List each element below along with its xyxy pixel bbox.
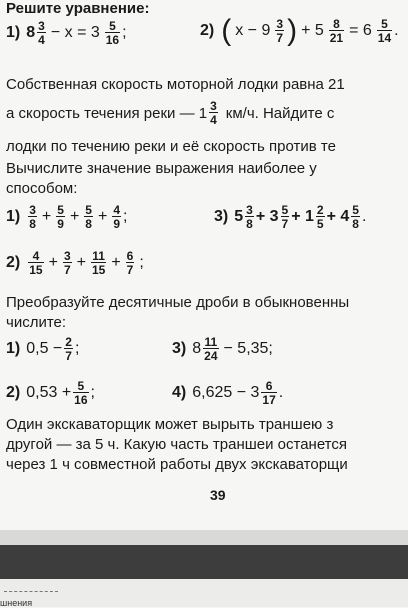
fraction: $\frac{2}{7}$ xyxy=(65,335,72,363)
expression-1: 1) $\frac{3}{8}$ + $\frac{5}{9}$ + $\frac{5}{8}$ + $\frac{4}{9}$ ; xyxy=(6,203,128,231)
equation-1: 1) 8 $\frac{3}{4}$ − x = 3 $\frac{5}{16}$ ; xyxy=(6,19,127,47)
fraction: $\frac{3}{8}$ xyxy=(246,203,253,231)
task5-line-2: другой — за 5 ч. Какую часть траншеи останется xyxy=(6,436,348,453)
task3-line-1: Вычислите значение выражения наиболее у xyxy=(6,160,317,177)
dashed-divider xyxy=(4,591,58,592)
item-4: 4) 6,625 − 3 $\frac{6}{17}$ . xyxy=(172,379,284,407)
fraction: $\frac{3}{4}$ xyxy=(210,99,217,127)
item-1: 1) 0,5 − $\frac{2}{7}$ ; xyxy=(6,335,80,363)
fraction: $\frac{5}{16}$ xyxy=(105,19,120,47)
fraction: $\frac{4}{15}$ xyxy=(29,249,43,277)
dark-band xyxy=(0,545,408,579)
fraction: $\frac{11}{15}$ xyxy=(91,249,106,277)
fraction: $\frac{2}{5}$ xyxy=(316,203,324,231)
page-edge-shadow xyxy=(0,530,408,545)
task4-line-2: числите: xyxy=(6,314,67,331)
next-page-strip xyxy=(0,579,408,607)
fraction: $\frac{5}{16}$ xyxy=(74,379,88,407)
fraction: $\frac{5}{8}$ xyxy=(85,203,92,231)
task3-line-2: способом: xyxy=(6,180,78,197)
expression-2: 2) $\frac{4}{15}$ + $\frac{3}{7}$ + $\frac{11}{15}$ + $\frac{6}{7}$ ; xyxy=(6,249,144,277)
fraction: $\frac{3}{7}$ xyxy=(63,249,71,277)
task2-line-1: Собственная скорость моторной лодки равна 21 xyxy=(6,76,345,93)
fraction: $\frac{11}{24}$ xyxy=(204,335,218,363)
fraction: $\frac{6}{17}$ xyxy=(262,379,276,407)
fraction: $\frac{6}{7}$ xyxy=(126,249,134,277)
fraction: $\frac{4}{9}$ xyxy=(113,203,121,231)
page-number: 39 xyxy=(210,487,226,503)
fraction: $\frac{8}{21}$ xyxy=(329,17,344,45)
task4-line-1: Преобразуйте десятичные дроби в обыкновенны xyxy=(6,294,350,311)
item-2: 2) 0,53 + $\frac{5}{16}$ ; xyxy=(6,379,95,407)
task5-line-3: через 1 ч совместной работы двух экскаваторщи xyxy=(6,456,348,473)
fraction: $\frac{5}{7}$ xyxy=(281,203,289,231)
equation-2: 2) ( x − 9 $\frac{3}{7}$ ) + 5 $\frac{8}{21}$ = 6 $\frac{5}{14}$ . xyxy=(200,14,399,47)
fraction: $\frac{3}{8}$ xyxy=(29,203,36,231)
fraction: $\frac{3}{7}$ xyxy=(276,17,284,45)
fraction: $\frac{5}{8}$ xyxy=(352,203,359,231)
fraction: $\frac{5}{14}$ xyxy=(377,17,392,45)
task1-heading: Решите уравнение: xyxy=(6,0,150,17)
task5-line-1: Один экскаваторщик может вырыть траншею з xyxy=(6,416,334,433)
equation-2-label: 2) xyxy=(200,22,215,39)
footer-fragment: шнения xyxy=(0,598,33,608)
equation-1-label: 1) xyxy=(6,24,21,41)
task2-line-2: а скорость течения реки — 1 $\frac{3}{4}$ км/ч. Найдите с xyxy=(6,99,335,127)
fraction: $\frac{5}{9}$ xyxy=(57,203,64,231)
task2-line-3: лодки по течению реки и её скорость против те xyxy=(6,138,336,155)
expression-3: 3) 5 $\frac{3}{8}$ + 3 $\frac{5}{7}$ + 1 $\frac{2}{5}$ + 4 $\frac{5}{8}$ . xyxy=(214,203,367,231)
item-3: 3) 8 $\frac{11}{24}$ − 5,35; xyxy=(172,335,273,363)
fraction: $\frac{3}{4}$ xyxy=(38,19,45,47)
